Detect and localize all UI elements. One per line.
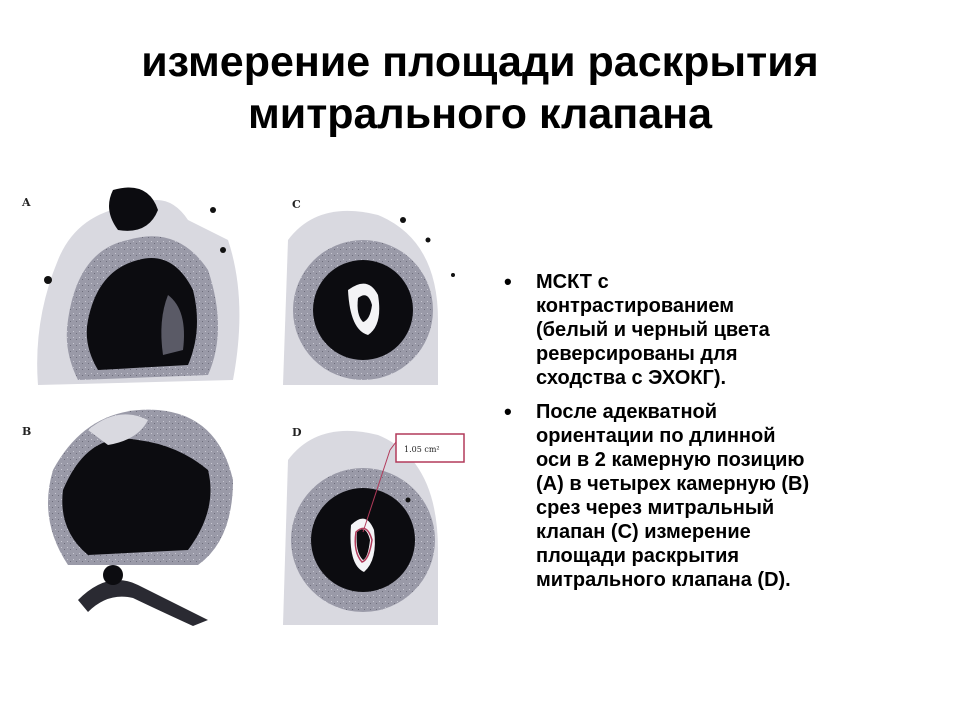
slide-title: [0, 36, 960, 140]
ct-figure: [18, 180, 470, 632]
panel-a-ct-image: [21, 188, 243, 386]
measurement-callout: [396, 434, 464, 462]
panel-c-label: C: [292, 198, 301, 211]
panel-a-label: A: [22, 196, 31, 209]
panel-d-label: D: [292, 426, 302, 439]
panel-c-ct-image: [283, 198, 468, 390]
bullet-item: [502, 400, 922, 592]
slide-title-line-1: измерение площади раскрытия: [141, 38, 819, 86]
bullet-dot-icon: •: [504, 399, 512, 424]
panel-b-ct-image: [22, 410, 243, 626]
panel-b-label: B: [22, 425, 32, 438]
measurement-value: 1.05 cm²: [404, 445, 440, 454]
bullet-item: [502, 270, 922, 390]
slide-title-line-2: митрального клапана: [247, 90, 713, 138]
bullet-list: [502, 270, 922, 602]
bullet-dot-icon: •: [504, 269, 512, 294]
bullet-text: МСКТ с контрастированием (белый и черный цвета реверсированы для сходства с ЭХОКГ).: [536, 271, 770, 389]
bullet-text: После адекватной ориентации по длинной оси в 2 камерную позицию (А) в четырех камерную (В) срез через митральный клапан (С) измерение площади раскрытия митрального клапана (D).: [536, 401, 810, 591]
